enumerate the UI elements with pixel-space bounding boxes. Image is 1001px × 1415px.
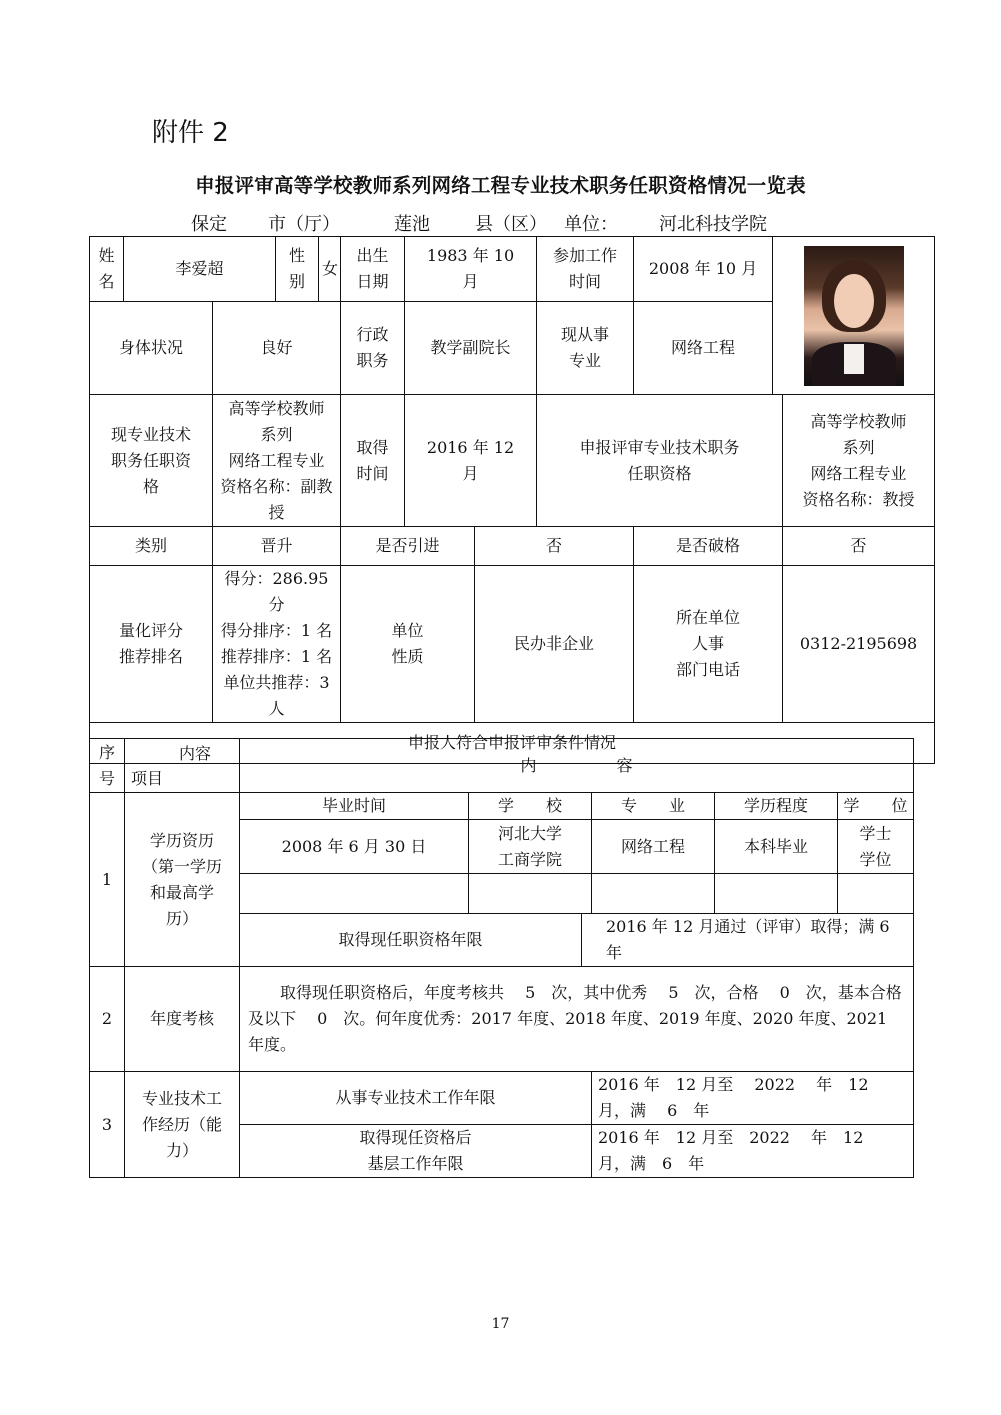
birth-value: 1983 年 10 月: [405, 237, 537, 302]
item-header: [125, 739, 240, 793]
unit-label: 单位：: [564, 214, 618, 235]
introduced-value: 否: [475, 527, 634, 566]
exceptional-label: 是否破格: [634, 527, 783, 566]
work-years-label: 从事专业技术工作年限: [240, 1072, 592, 1125]
page-number: 17: [491, 1316, 510, 1332]
edu-header-grad-time: 毕业时间: [240, 793, 469, 820]
category-value: 晋升: [213, 527, 341, 566]
city-suffix: 市（厅）: [268, 214, 340, 235]
gender-value: 女: [319, 237, 341, 302]
obtain-time-value: 2016 年 12 月: [405, 395, 537, 527]
work-years-value: 2016 年 12 月至 2022 年 12 月，满 6 年: [592, 1072, 914, 1125]
edu-header-level: 学历程度: [715, 793, 838, 820]
edu2-major: [592, 874, 715, 914]
edu2-school: [469, 874, 592, 914]
portrait-photo: [773, 237, 935, 395]
work-start-value: 2008 年 10 月: [634, 237, 773, 302]
edu-degree: 学士 学位: [838, 820, 914, 874]
apply-title-label: 申报评审专业技术职务 任职资格: [537, 395, 783, 527]
ranking-label: 量化评分 推荐排名: [90, 566, 213, 723]
row3-item: 专业技术工 作经历（能 力）: [125, 1072, 240, 1178]
edu-major: 网络工程: [592, 820, 715, 874]
health-label: 身体状况: [90, 302, 213, 395]
row3-seq: 3: [90, 1072, 125, 1178]
edu-school: 河北大学 工商学院: [469, 820, 592, 874]
hr-phone-value: 0312-2195698: [783, 566, 935, 723]
edu-header-school: 学 校: [469, 793, 592, 820]
health-value: 良好: [213, 302, 341, 395]
annual-evaluation-text: 取得现任职资格后，年度考核共 5 次，其中优秀 5 次，合格 0 次，基本合格及以下 0 次。何年度优秀：2017 年度、2018 年度、2019 年度、2020 年度、2021 年度。: [240, 967, 914, 1072]
row2-seq: 2: [90, 967, 125, 1072]
current-major-label: 现从事 专业: [537, 302, 634, 395]
grassroots-years-value: 2016 年 12 月至 2022 年 12 月，满 6 年: [592, 1125, 914, 1178]
conditions-table: [89, 738, 914, 1178]
row1-seq: 1: [90, 793, 125, 967]
unit-nature-label: 单位 性质: [341, 566, 475, 723]
item-header-bottom: 项目: [131, 768, 164, 788]
birth-label: 出生 日期: [341, 237, 405, 302]
gender-label: 性 别: [276, 237, 319, 302]
admin-post-label: 行政 职务: [341, 302, 405, 395]
tenure-label: 取得现任职资格年限: [240, 914, 582, 967]
name-value: 李爱超: [124, 237, 276, 302]
admin-post-value: 教学副院长: [405, 302, 537, 395]
attachment-label: 附件 2: [152, 118, 229, 148]
basic-info-table: [89, 236, 935, 764]
edu-header-degree: 学 位: [838, 793, 914, 820]
unit-nature-value: 民办非企业: [475, 566, 634, 723]
row1-item: 学历资历 （第一学历 和最高学 历）: [125, 793, 240, 967]
edu2-level: [715, 874, 838, 914]
grassroots-years-label: 取得现任资格后 基层工作年限: [240, 1125, 592, 1178]
unit-value: 河北科技学院: [618, 210, 808, 237]
item-header-top: 内容: [178, 743, 211, 763]
hr-phone-label: 所在单位 人事 部门电话: [634, 566, 783, 723]
portrait-image: [804, 246, 904, 386]
edu-header-major: 专 业: [592, 793, 715, 820]
row2-item: 年度考核: [125, 967, 240, 1072]
current-major-value: 网络工程: [634, 302, 773, 395]
location-line: [150, 210, 808, 236]
tenure-value: 2016 年 12 月通过（评审）取得；满 6 年: [582, 914, 914, 967]
work-start-label: 参加工作 时间: [537, 237, 634, 302]
edu-level: 本科毕业: [715, 820, 838, 874]
current-title-value: 高等学校教师 系列 网络工程专业 资格名称：副教 授: [213, 395, 341, 527]
county-value: 莲池: [358, 210, 466, 237]
conditions-heading: 申报人符合申报评审条件情况: [90, 723, 935, 764]
county-suffix: 县（区）: [475, 214, 547, 235]
current-title-label: 现专业技术 职务任职资 格: [90, 395, 213, 527]
edu2-degree: [838, 874, 914, 914]
edu-grad-time: 2008 年 6 月 30 日: [240, 820, 469, 874]
content-header: 内 容: [240, 739, 914, 793]
edu2-grad-time: [240, 874, 469, 914]
name-label: 姓 名: [90, 237, 124, 302]
document-title: 申报评审高等学校教师系列网络工程专业技术职务任职资格情况一览表: [195, 174, 806, 197]
seq-header: 序 号: [90, 739, 125, 793]
apply-title-value: 高等学校教师 系列 网络工程专业 资格名称：教授: [783, 395, 935, 527]
category-label: 类别: [90, 527, 213, 566]
obtain-time-label: 取得 时间: [341, 395, 405, 527]
city-value: 保定: [150, 210, 268, 237]
ranking-value: 得分：286.95 分 得分排序：1 名 推荐排序：1 名 单位共推荐：3 人: [213, 566, 341, 723]
introduced-label: 是否引进: [341, 527, 475, 566]
exceptional-value: 否: [783, 527, 935, 566]
